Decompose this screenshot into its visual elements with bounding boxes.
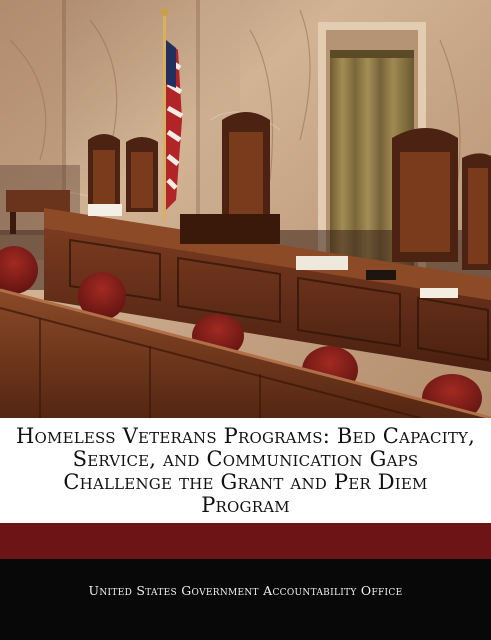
publisher-name: United States Government Accountability Office [88,583,403,598]
title-block [0,418,491,523]
book-title: Homeless Veterans Programs: Bed Capacity, Service, and Communication Gaps Challenge the Grant and Per Diem Program [16,423,475,517]
red-band [0,523,491,559]
publisher-band [0,559,491,640]
